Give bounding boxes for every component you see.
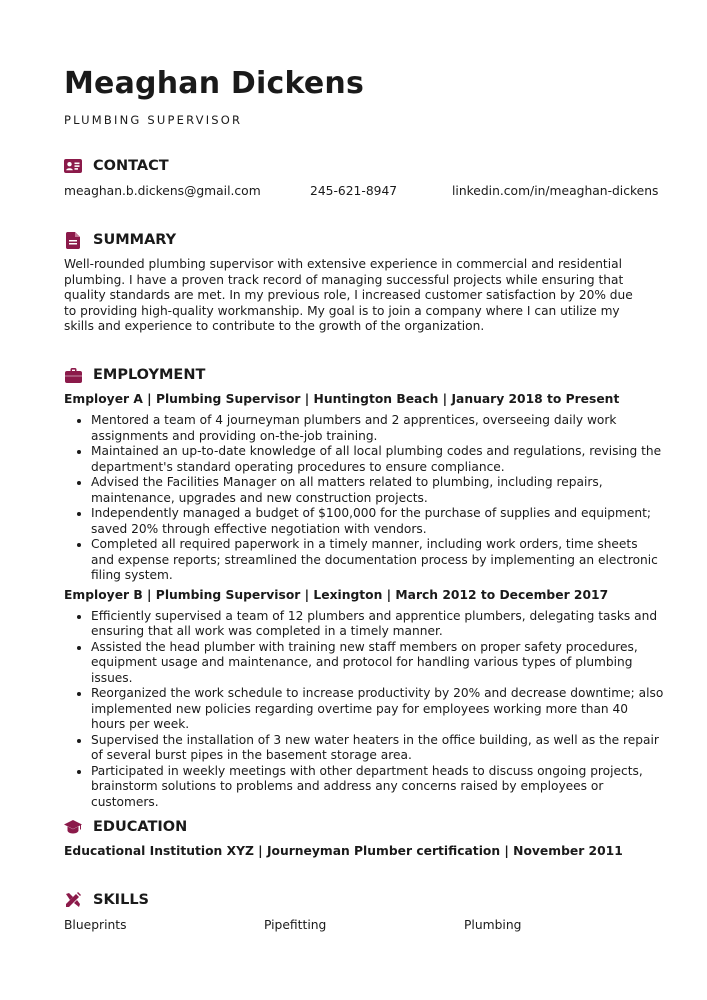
education-entry: Educational Institution XYZ | Journeyman Plumber certification | November 2011 bbox=[64, 844, 623, 858]
list-item: • Maintained an up-to-date knowledge of all local plumbing codes and regulations, revising the department's standard operating procedures to ensure compliance. bbox=[91, 444, 664, 475]
contact-section bbox=[64, 156, 664, 200]
employment-heading bbox=[64, 365, 664, 385]
education-heading-label: EDUCATION bbox=[93, 819, 188, 835]
skill-item: Blueprints bbox=[64, 918, 127, 932]
contact-details bbox=[64, 182, 664, 200]
education-section bbox=[64, 817, 664, 859]
employment-heading-label: EMPLOYMENT bbox=[93, 367, 206, 383]
list-item: • Reorganized the work schedule to increase productivity by 20% and decrease downtime; also implemented new policies regarding overtime pay for employees working more than 40 hours per week. bbox=[91, 686, 664, 733]
list-item: • Efficiently supervised a team of 12 plumbers and apprentice plumbers, delegating tasks and ensuring that all work was completed in a timely manner. bbox=[91, 609, 664, 640]
list-item: • Advised the Facilities Manager on all matters related to plumbing, including repairs, maintenance, upgrades and new construction projects. bbox=[91, 475, 664, 506]
list-item: • Mentored a team of 4 journeyman plumbers and 2 apprentices, overseeing daily work assignments and providing on-the-job training. bbox=[91, 413, 664, 444]
phone-number[interactable]: 245-621-8947 bbox=[310, 184, 398, 198]
summary-heading bbox=[64, 230, 664, 250]
job-header: Employer B | Plumbing Supervisor | Lexington | March 2012 to December 2017 bbox=[64, 587, 609, 602]
skills-heading-label: SKILLS bbox=[93, 892, 149, 908]
graduation-cap-icon bbox=[64, 818, 82, 836]
skills-list bbox=[64, 916, 664, 934]
skills-section bbox=[64, 890, 664, 934]
job-bullet-list bbox=[64, 413, 664, 584]
candidate-name: Meaghan Dickens bbox=[64, 66, 364, 101]
candidate-title: PLUMBING SUPERVISOR bbox=[64, 113, 243, 127]
list-item: • Assisted the head plumber with training new staff members on proper safety procedures, equipment usage and maintenance, and protocol for handling various types of plumbing issues. bbox=[91, 640, 664, 687]
list-item: • Independently managed a budget of $100,000 for the purchase of supplies and equipment; saved 20% through effective negotiation with vendors. bbox=[91, 506, 664, 537]
contact-card-icon bbox=[64, 157, 82, 175]
contact-heading-label: CONTACT bbox=[93, 158, 169, 174]
list-item: • Participated in weekly meetings with other department heads to discuss ongoing projects, brainstorm solutions to problems and address any concerns raised by employees or customers. bbox=[91, 764, 664, 811]
job-header: Employer A | Plumbing Supervisor | Huntington Beach | January 2018 to Present bbox=[64, 392, 620, 406]
summary-text: Well-rounded plumbing supervisor with extensive experience in commercial and residential plumbing. I have a proven track record of managing successful projects while ensuring that quality standards are met. In my previous role, I increased customer satisfaction by 20% due to providing high-quality workmanship. My goal is to join a company where I can utilize my skills and experience to contribute to the growth of the organization. bbox=[64, 257, 633, 333]
employment-section bbox=[64, 365, 664, 810]
document-icon bbox=[64, 231, 82, 249]
summary-section bbox=[64, 230, 664, 335]
list-item: • Completed all required paperwork in a timely manner, including work orders, time sheets and expense reports; streamlined the documentation process by implementing an electronic filing system. bbox=[91, 537, 664, 584]
skill-item: Plumbing bbox=[464, 918, 522, 932]
contact-heading bbox=[64, 156, 664, 176]
email-link[interactable]: meaghan.b.dickens@gmail.com bbox=[64, 184, 261, 198]
summary-heading-label: SUMMARY bbox=[93, 232, 177, 248]
pencil-ruler-icon bbox=[64, 891, 82, 909]
linkedin-link[interactable]: linkedin.com/in/meaghan-dickens bbox=[452, 184, 659, 198]
job-bullet-list bbox=[64, 609, 664, 811]
list-item: • Supervised the installation of 3 new water heaters in the office building, as well as the repair of several burst pipes in the basement storage area. bbox=[91, 733, 664, 764]
skills-heading bbox=[64, 890, 664, 910]
education-heading bbox=[64, 817, 664, 837]
skill-item: Pipefitting bbox=[264, 918, 327, 932]
briefcase-icon bbox=[64, 366, 82, 384]
